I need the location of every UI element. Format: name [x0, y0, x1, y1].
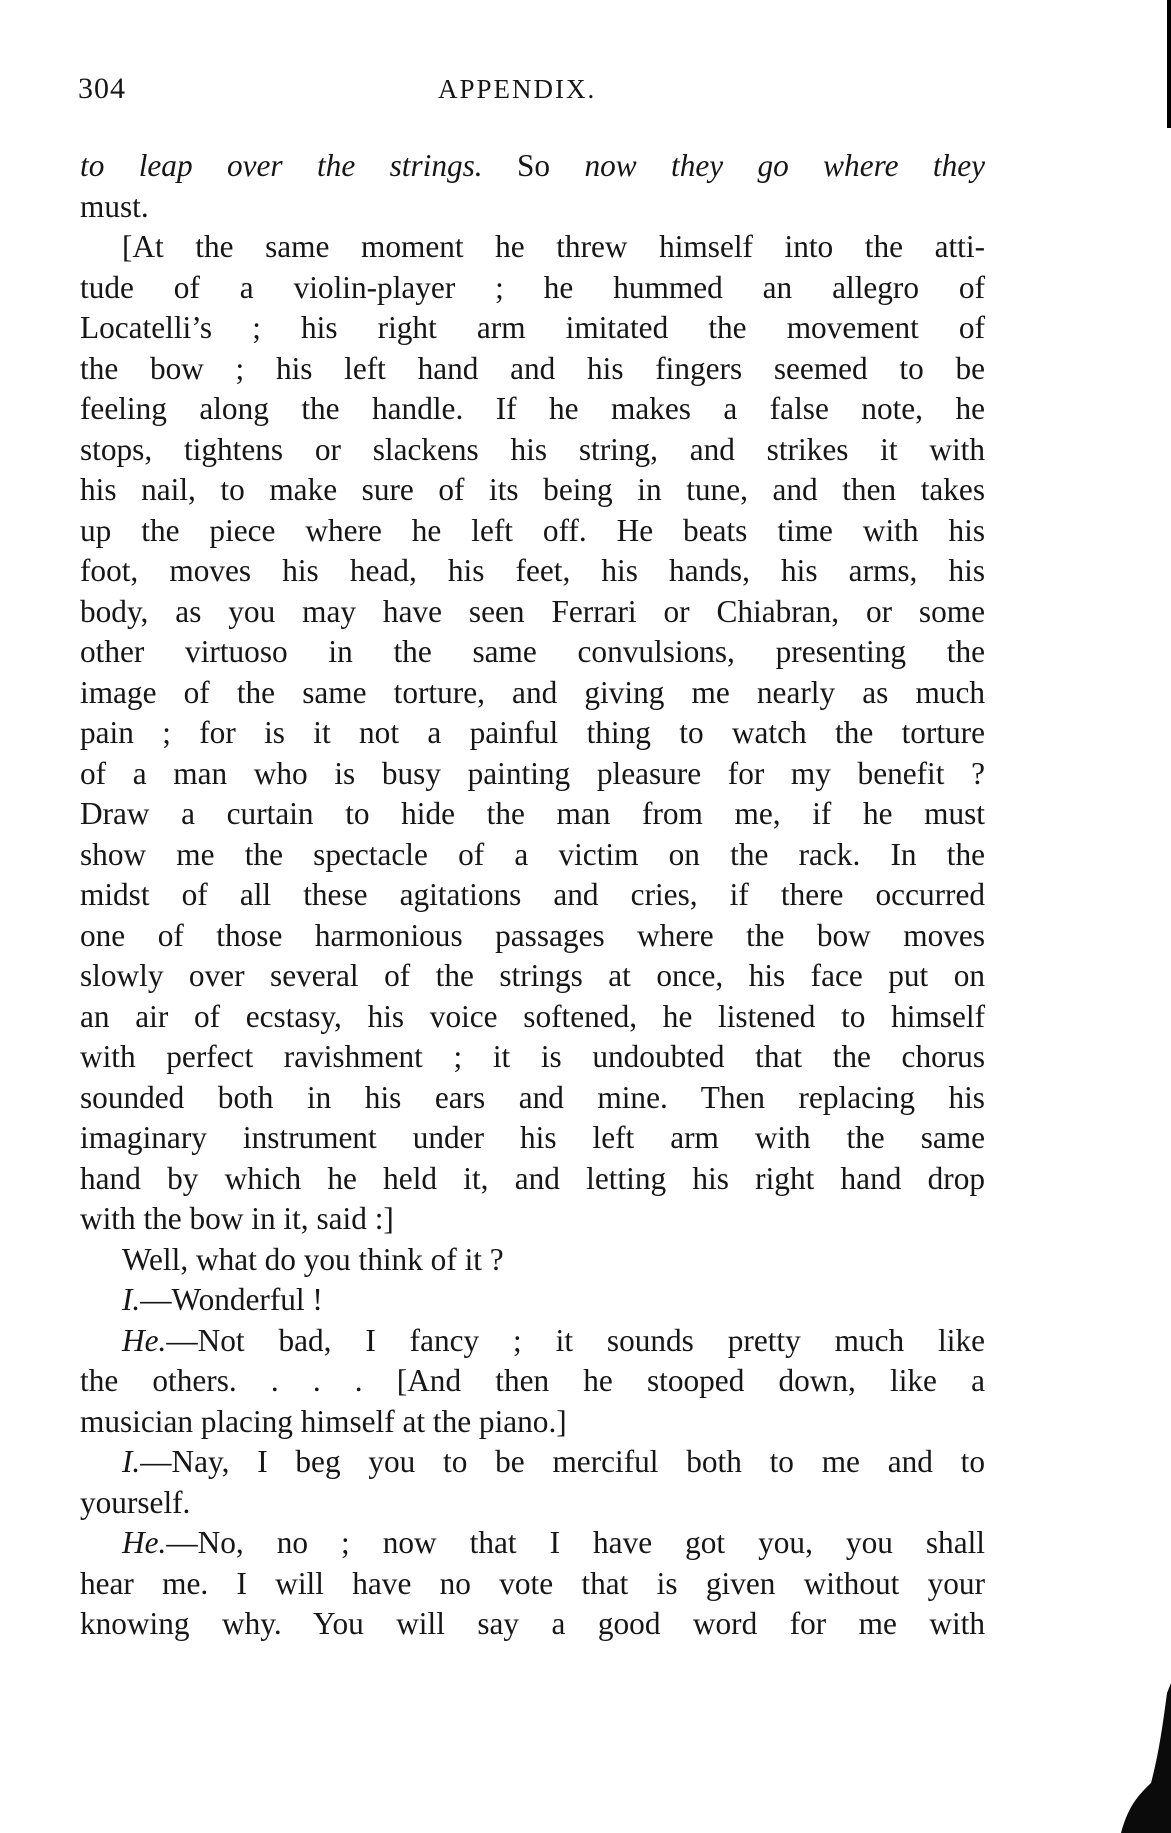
text-segment: stops, tightens or slackens his string, and strikes it with	[80, 431, 985, 467]
text-segment: body, as you may have seen Ferrari or Chiabran, or some	[80, 593, 985, 629]
text-line	[80, 916, 985, 957]
text-segment: slowly over several of the strings at once, his face put on	[80, 958, 985, 993]
text-segment: must.	[80, 188, 149, 224]
text-segment: image of the same torture, and giving me nearly as much	[80, 674, 985, 710]
text-segment: Draw a curtain to hide the man from me, if he must	[80, 796, 985, 831]
page-header	[78, 72, 988, 112]
text-line	[80, 1159, 985, 1200]
text-segment: So	[482, 148, 585, 183]
text-segment: —Not bad, I fancy ; it sounds pretty much like	[166, 1322, 985, 1358]
text-line	[80, 875, 985, 916]
text-line	[80, 632, 985, 673]
scan-edge-mark-top	[1167, 0, 1171, 128]
text-line	[80, 1564, 985, 1605]
text-segment: the others. . . . [And then he stooped down, like a	[80, 1363, 985, 1398]
text-segment: knowing why. You will say a good word for me with	[80, 1606, 985, 1641]
text-segment: Well, what do you think of it ?	[122, 1241, 504, 1277]
text-line	[80, 1483, 985, 1524]
running-head: APPENDIX.	[438, 74, 597, 104]
text-line	[80, 227, 985, 268]
text-line	[80, 308, 985, 349]
text-segment: feeling along the handle. If he makes a false note, he	[80, 391, 985, 426]
text-segment: hear me. I will have no vote that is given without your	[80, 1565, 985, 1601]
text-segment: show me the spectacle of a victim on the rack. In the	[80, 836, 985, 872]
text-segment: with the bow in it, said :]	[80, 1201, 394, 1236]
text-line	[80, 1280, 985, 1321]
text-line	[80, 187, 985, 228]
text-line	[80, 268, 985, 309]
body-text	[80, 146, 985, 1645]
text-segment: one of those harmonious passages where the bow moves	[80, 917, 985, 953]
text-line	[80, 1361, 985, 1402]
text-line	[80, 1604, 985, 1645]
text-segment: sounded both in his ears and mine. Then replacing his	[80, 1079, 985, 1115]
text-segment: —No, no ; now that I have got you, you shall	[166, 1525, 985, 1560]
text-segment: tude of a violin-player ; he hummed an allegro of	[80, 269, 985, 305]
italic-text: I.	[122, 1444, 141, 1479]
text-line	[80, 1442, 985, 1483]
text-segment: of a man who is busy painting pleasure for my benefit ?	[80, 755, 985, 791]
text-line	[80, 1321, 985, 1362]
text-segment: musician placing himself at the piano.]	[80, 1403, 567, 1439]
text-line	[80, 1402, 985, 1443]
text-line	[80, 1199, 985, 1240]
text-segment: yourself.	[80, 1484, 191, 1520]
text-line	[80, 997, 985, 1038]
text-line	[80, 1523, 985, 1564]
text-line	[80, 146, 985, 187]
text-line	[80, 1037, 985, 1078]
text-segment: an air of ecstasy, his voice softened, he listened to himself	[80, 998, 985, 1034]
italic-text: He.	[122, 1322, 167, 1358]
text-line	[80, 713, 985, 754]
text-segment: hand by which he held it, and letting his right hand drop	[80, 1160, 985, 1196]
italic-text: now they go where they	[584, 148, 986, 183]
text-segment: midst of all these agitations and cries, if there occurred	[80, 877, 985, 912]
text-line	[80, 592, 985, 633]
text-segment: —Wonderful !	[140, 1282, 323, 1317]
text-line	[80, 1118, 985, 1159]
scan-smudge	[1081, 1683, 1171, 1833]
text-line	[80, 1240, 985, 1281]
text-segment: pain ; for is it not a painful thing to watch the torture	[80, 715, 985, 750]
text-line	[80, 956, 985, 997]
italic-text: He.	[122, 1525, 167, 1560]
text-segment: Locatelli’s ; his right arm imitated the movement of	[80, 310, 985, 345]
text-line	[80, 511, 985, 552]
page-number: 304	[78, 72, 126, 105]
text-line	[80, 349, 985, 390]
text-segment: imaginary instrument under his left arm with the same	[80, 1120, 985, 1155]
text-line	[80, 470, 985, 511]
text-segment: other virtuoso in the same convulsions, presenting the	[80, 634, 985, 669]
italic-text: I.	[122, 1282, 141, 1317]
text-segment: [At the same moment he threw himself into the atti-	[122, 229, 985, 264]
text-segment: up the piece where he left off. He beats time with his	[80, 512, 985, 548]
text-segment: —Nay, I beg you to be merciful both to me and to	[140, 1444, 985, 1479]
text-line	[80, 1078, 985, 1119]
text-segment: foot, moves his head, his feet, his hands, his arms, his	[80, 553, 985, 588]
text-line	[80, 754, 985, 795]
text-segment: the bow ; his left hand and his fingers seemed to be	[80, 350, 985, 386]
text-line	[80, 551, 985, 592]
text-segment: his nail, to make sure of its being in tune, and then takes	[80, 472, 985, 507]
text-line	[80, 389, 985, 430]
italic-text: to leap over the strings.	[80, 148, 483, 183]
text-segment: with perfect ravishment ; it is undoubted that the chorus	[80, 1039, 985, 1074]
text-line	[80, 835, 985, 876]
text-line	[80, 794, 985, 835]
text-line	[80, 673, 985, 714]
text-line	[80, 430, 985, 471]
